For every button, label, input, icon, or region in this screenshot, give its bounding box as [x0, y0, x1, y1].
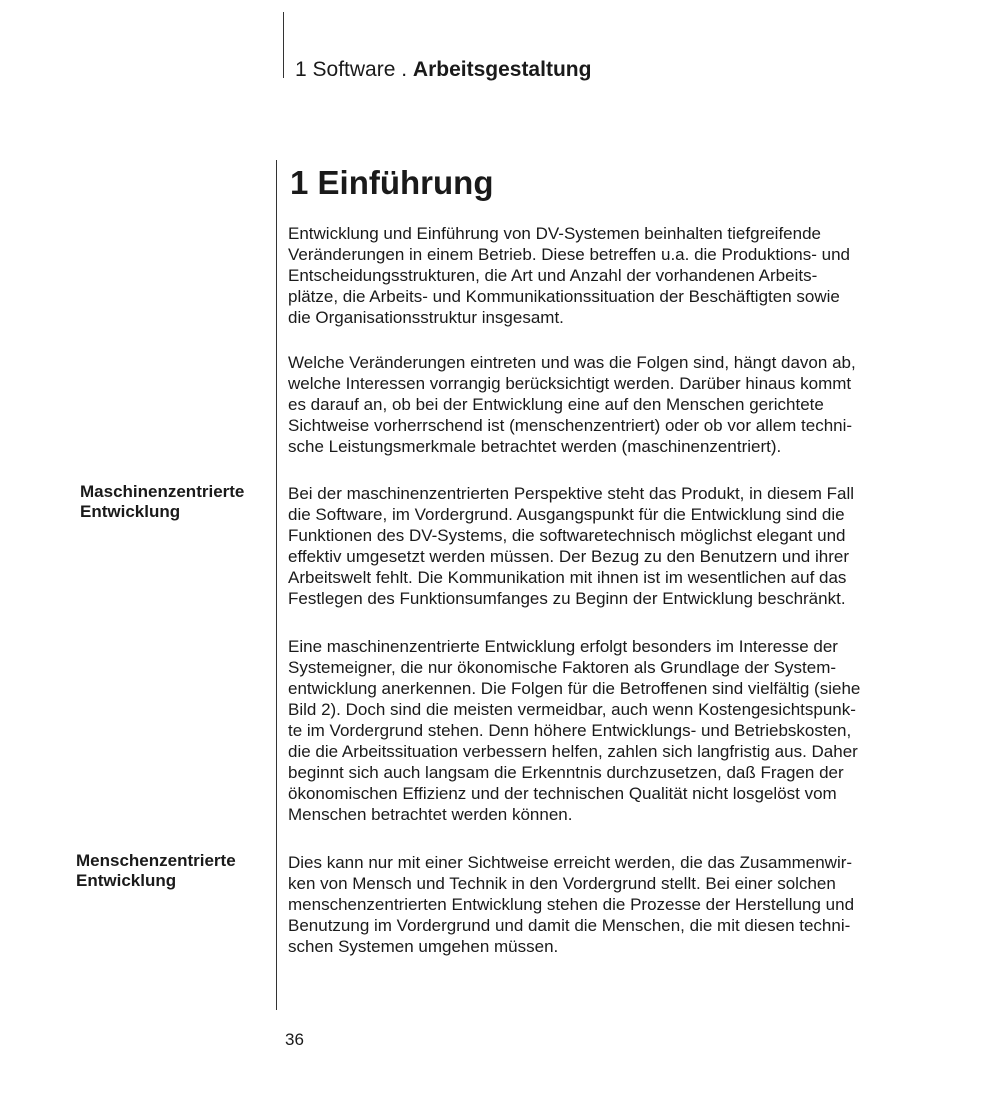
margin-heading-line: Maschinenzentrierte — [80, 482, 245, 501]
paragraph-3 — [288, 483, 928, 609]
margin-heading-machine-centered — [80, 482, 244, 522]
text-line: sche Leistungsmerkmale betrachtet werden (maschinenzentriert). — [288, 437, 782, 456]
margin-heading-line: Entwicklung — [76, 871, 177, 890]
text-line: Systemeigner, die nur ökonomische Faktoren als Grundlage der System- — [288, 658, 837, 677]
text-line: ökonomischen Effizienz und der technischen Qualität nicht losgelöst vom — [288, 784, 837, 803]
text-line: ken von Mensch und Technik in den Vordergrund stellt. Bei einer solchen — [288, 874, 836, 893]
margin-heading-human-centered — [76, 851, 236, 891]
text-line: effektiv umgesetzt werden müssen. Der Bezug zu den Benutzern und ihrer — [288, 547, 849, 566]
text-line: welche Interessen vorrangig berücksichtigt werden. Darüber hinaus kommt — [288, 374, 852, 393]
text-line: die Software, im Vordergrund. Ausgangspunkt für die Entwicklung sind die — [288, 505, 845, 524]
text-line: entwicklung anerkennen. Die Folgen für die Betroffenen sind vielfältig (siehe — [288, 679, 861, 698]
text-line: Benutzung im Vordergrund und damit die Menschen, die mit diesen techni- — [288, 916, 851, 935]
text-line: Festlegen des Funktionsumfanges zu Beginn der Entwicklung beschränkt. — [288, 589, 846, 608]
text-line: Funktionen des DV-Systems, die softwaretechnisch möglichst elegant und — [288, 526, 846, 545]
text-line: Entwicklung und Einführung von DV-Systemen beinhalten tiefgreifende — [288, 224, 822, 243]
text-line: Sichtweise vorherrschend ist (menschenzentriert) oder ob vor allem techni- — [288, 416, 853, 435]
page-number: 36 — [285, 1030, 304, 1049]
text-line: die Organisationsstruktur insgesamt. — [288, 308, 564, 327]
text-line: Veränderungen in einem Betrieb. Diese betreffen u.a. die Produktions- und — [288, 245, 850, 264]
paragraph-4 — [288, 636, 928, 825]
header-divider-line — [283, 12, 284, 78]
text-line: Eine maschinenzentrierte Entwicklung erfolgt besonders im Interesse der — [288, 637, 838, 656]
margin-heading-line: Menschenzentrierte — [76, 851, 236, 870]
margin-heading-line: Entwicklung — [80, 502, 181, 521]
text-line: Bild 2). Doch sind die meisten vermeidbar, auch wenn Kostengesichtspunk- — [288, 700, 856, 719]
paragraph-2 — [288, 352, 928, 457]
running-header — [295, 58, 591, 82]
header-section: 1 Software . — [295, 58, 408, 81]
page-title: 1 Einführung — [290, 164, 494, 201]
text-line: schen Systemen umgehen müssen. — [288, 937, 559, 956]
text-line: menschenzentrierten Entwicklung stehen die Prozesse der Herstellung und — [288, 895, 855, 914]
header-chapter: Arbeitsgestaltung — [412, 58, 592, 81]
paragraph-1 — [288, 223, 928, 328]
text-line: Entscheidungsstrukturen, die Art und Anzahl der vorhandenen Arbeits- — [288, 266, 818, 285]
text-line: die die Arbeitssituation verbessern helfen, zahlen sich langfristig aus. Daher — [288, 742, 858, 761]
text-line: Menschen betrachtet werden können. — [288, 805, 573, 824]
margin-divider-line — [276, 160, 277, 1010]
text-line: es darauf an, ob bei der Entwicklung eine auf den Menschen gerichtete — [288, 395, 824, 414]
text-line: Dies kann nur mit einer Sichtweise erreicht werden, die das Zusammenwir- — [288, 853, 853, 872]
text-line: Arbeitswelt fehlt. Die Kommunikation mit ihnen ist im wesentlichen auf das — [288, 568, 847, 587]
paragraph-5 — [288, 852, 928, 957]
text-line: te im Vordergrund stehen. Denn höhere Entwicklungs- und Betriebskosten, — [288, 721, 852, 740]
text-line: Welche Veränderungen eintreten und was die Folgen sind, hängt davon ab, — [288, 353, 856, 372]
text-line: Bei der maschinenzentrierten Perspektive steht das Produkt, in diesem Fall — [288, 484, 854, 503]
text-line: plätze, die Arbeits- und Kommunikationssituation der Beschäftigten sowie — [288, 287, 840, 306]
text-line: beginnt sich auch langsam die Erkenntnis durchzusetzen, daß Fragen der — [288, 763, 844, 782]
